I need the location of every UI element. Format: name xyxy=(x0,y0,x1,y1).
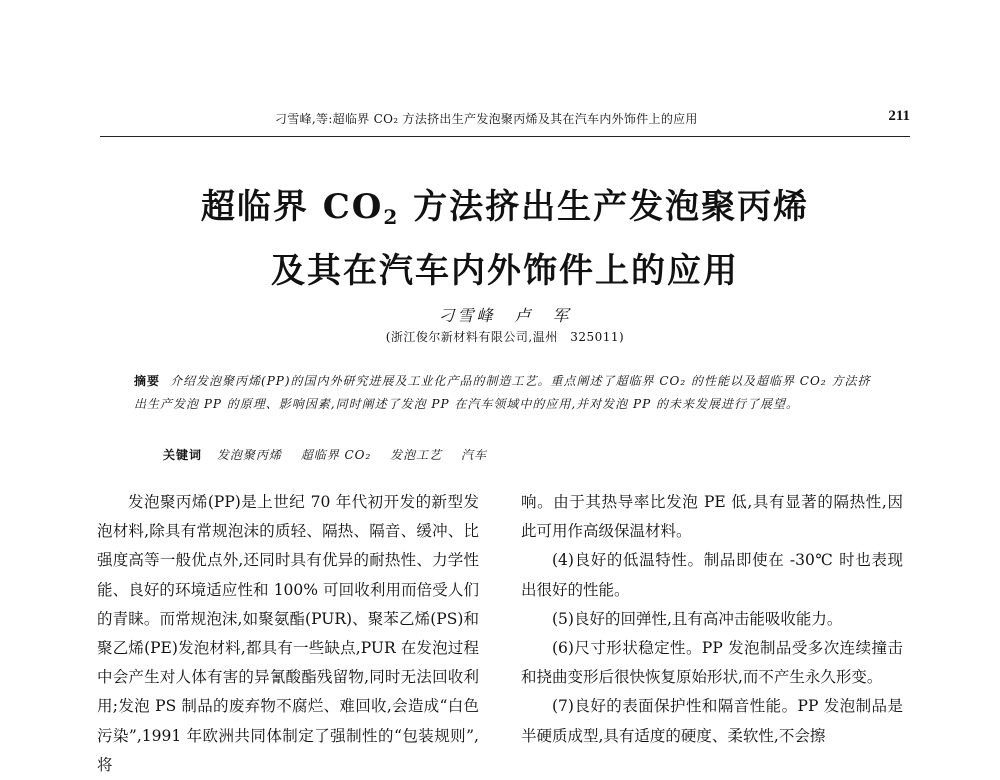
keywords xyxy=(163,446,880,463)
body-paragraph: (7)良好的表面保护性和隔音性能。PP 发泡制品是半硬质成型,具有适度的硬度、柔软性,不会擦 xyxy=(521,697,903,745)
title-line-1: 超临界 $CO_2$ 方法挤出生产发泡聚丙烯 xyxy=(200,187,810,229)
body-paragraph: 响。由于其热导率比发泡 PE 低,具有显著的隔热性,因此可用作高级保温材料。 xyxy=(521,493,903,541)
running-header xyxy=(100,108,910,130)
body-paragraph: (5)良好的回弹性,且有高冲击能吸收能力。 xyxy=(552,609,843,628)
body-paragraph: 发泡聚丙烯(PP)是上世纪 70 年代初开发的新型发泡材料,除具有常规泡沫的质轻、隔热、隔音、缓冲、比强度高等一般优点外,还同时具有优异的耐热性、力学性能、良好的环境适应性和 100% 可回收利用而倍受人们的青睐。而常规泡沫,如聚氨酯(PUR)、聚苯乙烯(PS)和聚乙烯(PE)发泡材料,都具有一些缺点,PUR 在发泡过程中会产生对人体有害的异氰酸酯残留物,同时无法回收利用;发泡 PS 制品的废弃物不腐烂、难回收,会造成“白色污染”,1991 年欧洲共同体制定了强制性的“包装规则”,将 xyxy=(97,493,479,774)
abstract-label: 摘要 xyxy=(134,374,161,388)
title-line-2: 及其在汽车内外饰件上的应用 xyxy=(271,251,739,291)
article-title xyxy=(100,180,910,298)
keyword: 发泡聚丙烯 xyxy=(216,448,282,462)
keywords-label: 关键词 xyxy=(163,448,203,462)
header-rule xyxy=(100,136,910,137)
page-number: 211 xyxy=(888,108,910,124)
body-paragraph: (6)尺寸形状稳定性。PP 发泡制品受多次连续撞击和挠曲变形后很快恢复原始形状,而不产生永久形变。 xyxy=(521,639,903,687)
authors: 刁雪峰 卢 军 xyxy=(438,306,572,325)
keyword: 发泡工艺 xyxy=(390,448,443,462)
abstract xyxy=(134,370,880,416)
running-title: 刁雪峰,等:超临界 CO₂ 方法挤出生产发泡聚丙烯及其在汽车内外饰件上的应用 xyxy=(275,112,698,126)
abstract-text: 介绍发泡聚丙烯(PP)的国内外研究进展及工业化产品的制造工艺。重点阐述了超临界 CO₂ 的性能以及超临界 CO₂ 方法挤出生产发泡 PP 的原理、影响因素,同时阐述了发泡 PP 在汽车领域中的应用,并对发泡 PP 的未来发展进行了展望。 xyxy=(134,374,871,411)
title-subscript: 2 xyxy=(383,205,400,229)
body-column-left xyxy=(97,488,479,780)
body-paragraph: (4)良好的低温特性。制品即使在 -30℃ 时也表现出很好的性能。 xyxy=(521,551,903,599)
keyword: 超临界 CO₂ xyxy=(300,448,372,462)
affiliation: (浙江俊尔新材料有限公司,温州 325011) xyxy=(385,330,625,344)
body-column-right xyxy=(521,488,903,751)
keyword: 汽车 xyxy=(461,448,488,462)
